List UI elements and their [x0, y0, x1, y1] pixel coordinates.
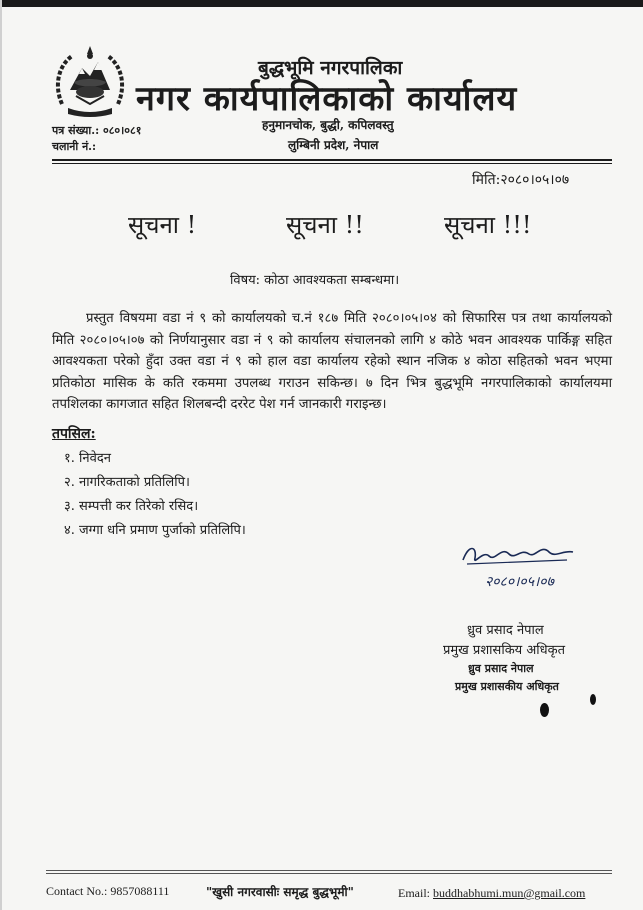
scan-top-border	[0, 0, 643, 7]
list-item: ३. सम्पत्ती कर तिरेको रसिद।	[64, 499, 199, 514]
letter-number: पत्र संख्या.: ०८०।०८१	[52, 124, 142, 137]
email-address: buddhabhumi.mun@gmail.com	[433, 886, 586, 900]
notice-heading-1: सूचना !	[128, 211, 197, 239]
footer-divider	[46, 870, 612, 871]
office-title: नगर कार्यपालिकाको कार्यालय	[136, 79, 518, 119]
email-label: Email:	[398, 886, 433, 900]
stamp-name: ध्रुव प्रसाद नेपाल	[468, 662, 534, 675]
header-divider-thin	[52, 163, 612, 164]
header-divider	[52, 159, 612, 161]
letter-date: मिति:२०८०।०५।०७	[472, 172, 570, 188]
ink-mark	[590, 694, 596, 705]
office-province: लुम्बिनी प्रदेश, नेपाल	[288, 138, 379, 152]
list-item: १. निवेदन	[64, 451, 111, 466]
footer-slogan: "खुसी नगरवासीः समृद्ध बुद्धभूमी"	[206, 885, 354, 899]
nepal-emblem-icon	[52, 42, 128, 120]
footer-email	[398, 886, 585, 901]
contact-number: Contact No.: 9857088111	[46, 884, 170, 898]
signatory-title: प्रमुख प्रशासकिय अधिकृत	[443, 643, 566, 658]
notice-heading-2: सूचना !!	[286, 211, 364, 239]
municipality-name: बुद्धभूमि नगरपालिका	[258, 57, 403, 79]
handwritten-signature	[455, 538, 585, 594]
footer-divider-thin	[46, 873, 612, 874]
list-item: ४. जग्गा धनि प्रमाण पुर्जाको प्रतिलिपि।	[64, 523, 246, 538]
signatory-name: ध्रुव प्रसाद नेपाल	[467, 623, 544, 638]
notice-heading-3: सूचना !!!	[444, 211, 532, 239]
office-address: हनुमानचोक, बुद्धी, कपिलवस्तु	[262, 118, 394, 132]
attachments-list	[64, 448, 246, 544]
notice-body: प्रस्तुत विषयमा वडा नं ९ को कार्यालयको च.नं १८७ मिति २०८०।०५।०४ को सिफारिस पत्र तथा कार्यालयको मिति २०८०।०५।०७ को निर्णयानुसार वडा नं ९ को कार्यालय संचालनको लागि ४ कोठे भवन आवश्यक पार्किङ्ग सहित आवश्यकता परेको हुँदा उक्त वडा नं ९ को हाल वडा कार्यालय रहेको स्थान नजिक ४ कोठा सहितको भवन भएमा प्रतिकोठा मासिक के कति रकममा उपलब्ध गराउन सकिन्छ। ७ दिन भित्र बुद्धभूमि नगरपालिकाको कार्यालयमा तपशिलका कागजात सहित शिलबन्दी दररेट पेश गर्न जानकारी गराइन्छ।	[52, 311, 612, 413]
stamp-title: प्रमुख प्रशासकीय अधिकृत	[455, 680, 559, 693]
scan-left-edge	[0, 0, 2, 910]
signature-date: २०८०।०५।०७	[485, 574, 554, 590]
ink-mark	[540, 703, 549, 717]
attachments-heading: तपसिल:	[52, 426, 96, 442]
dispatch-number: चलानी नं.:	[52, 140, 97, 153]
list-item: २. नागरिकताको प्रतिलिपि।	[64, 475, 190, 490]
subject-line: विषय: कोठा आवश्यकता सम्बन्धमा।	[230, 273, 400, 288]
